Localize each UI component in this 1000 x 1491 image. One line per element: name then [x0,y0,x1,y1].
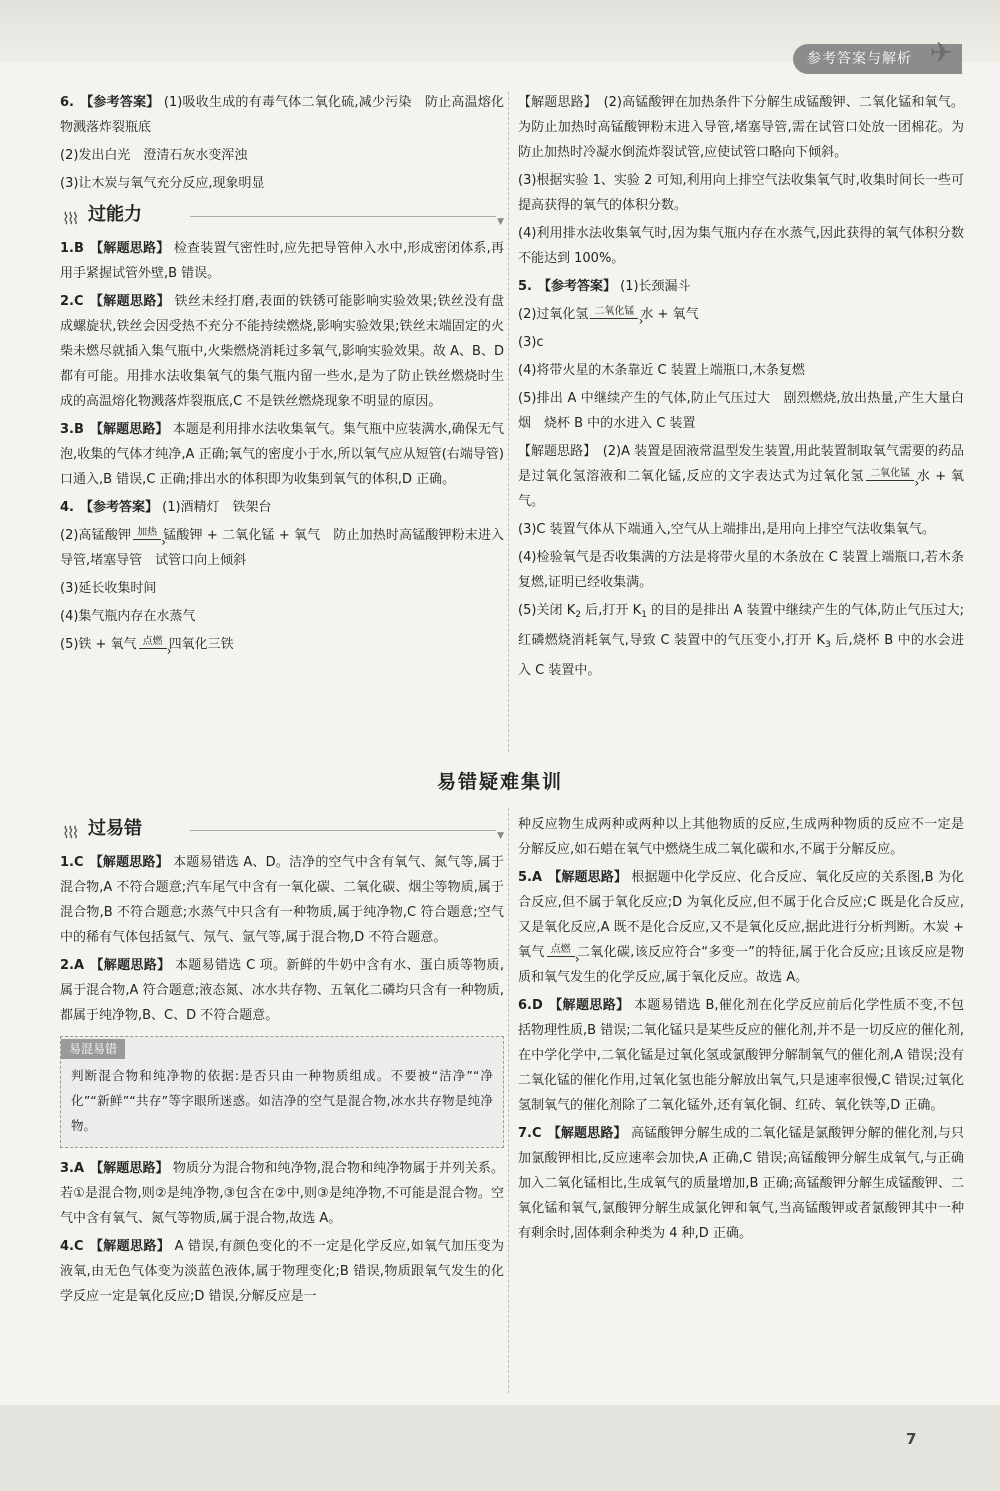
error-q4: 4.C 【解题思路】 A 错误,有颜色变化的不一定是化学反应,如氧气加压变为液氧,由无色气体变为淡蓝色液体,属于物理变化;B 错误,物质跟氧气发生的化学反应一定是氧化反应;D 错误,分解反应是一 [60,1239,504,1304]
q6-line-3: (3)让木炭与氧气充分反应,现象明显 [60,176,265,191]
section-title: 过易错 [88,818,142,839]
footer-band [0,1405,1000,1491]
q4-line-3: (3)延长收集时间 [60,581,157,596]
reaction-condition: 点燃 › [547,944,575,957]
right-bottom-column [518,812,964,1249]
note-box [60,1036,504,1148]
ability-q2: 2.C 【解题思路】 铁丝未经打磨,表面的铁锈可能影响实验效果;铁丝没有盘成螺旋状,铁丝会因受热不充分不能持续燃烧,影响实验效果;铁丝末端固定的火柴未燃尽就插入集气瓶中,火柴燃烧消耗过多氧气,影响实验效果。故 A、B、D 都有可能。用排水法收集氧气的集气瓶内留一些水,是为了防止铁丝燃烧时生成的高温熔化物溅落炸裂瓶底,C 不是铁丝燃烧现象不明显的原因。 [60,294,504,409]
ability-q3: 3.B 【解题思路】 本题是利用排水法收集氧气。集气瓶中应装满水,确保无气泡,收集的气体才纯净,A 正确;氧气的密度小于水,所以氧气应从短管(右端导管)口通入,B 错误,C 正确;排出水的体积即为收集到氧气的体积,D 正确。 [60,422,504,487]
q5-line-4: (4)将带火星的木条靠近 C 装置上端瓶口,木条复燃 [518,363,805,378]
right-top-column [518,90,964,686]
q5-analysis-3: (4)检验氧气是否收集满的方法是将带火星的木条放在 C 装置上端瓶口,若木条复燃,证明已经收集满。 [518,550,964,590]
section-heading-errors [60,814,504,844]
q5-analysis-4: (5)关闭 $K_2$ 后,打开 $K_1$ 的目的是排出 A 装置中继续产生的气体,防止气压过大;红磷燃烧消耗氧气,导致 C 装置中的气压变小,打开 $K_3$ 后,烧杯 B 中的水会进入 C 装置中。 [518,603,965,678]
wave-icon: ⌇⌇⌇ [62,209,77,228]
error-q7: 7.C 【解题思路】 高锰酸钾分解生成的二氧化锰是氯酸钾分解的催化剂,与只加氯酸钾相比,反应速率会加快,A 正确,C 错误;高锰酸钾分解生成氧气,与正确加入二氧化锰相比,生成氧气的质量增加,B 正确;高锰酸钾分解生成锰酸钾、二氧化锰和氧气,氯酸钾分解生成氯化钾和氧气,当高锰酸钾或者氯酸钾其中一种有剩余时,固体剩余种类为 4 种,D 正确。 [518,1126,964,1241]
q5-line-2: (2)过氧化氢 二氧化锰 › 水 + 氧气 [518,302,964,327]
q5-answer: 5. 【参考答案】 (1)长颈漏斗 [518,279,691,294]
reaction-condition: 二氧化锰 › [590,306,638,319]
section-heading-ability [60,200,504,230]
triangle-icon: ▼ [497,831,504,841]
error-q2: 2.A 【解题思路】 本题易错选 C 项。新鲜的牛奶中含有水、蛋白质等物质,属于混合物,A 符合题意;液态氮、冰水共存物、五氧化二磷均只含有一种物质,都属于纯净物,B、C、D 不符合题意。 [60,958,504,1023]
error-q4-continued: 种反应物生成两种或两种以上其他物质的反应,生成两种物质的反应不一定是分解反应,如石蜡在氧气中燃烧生成二氧化碳和水,不属于分解反应。 [518,817,964,857]
section-title: 过能力 [88,204,142,225]
error-q3: 3.A 【解题思路】 物质分为混合物和纯净物,混合物和纯净物属于并列关系。若①是混合物,则②是纯净物,③包含在②中,则③是纯净物,不可能是混合物。空气中含有氧气、氮气等物质,属于混合物,故选 A。 [60,1161,504,1226]
column-divider-bottom [508,808,509,1393]
reaction-condition: 加热 › [133,527,161,540]
column-divider-top [508,92,509,752]
section-rule [190,216,496,217]
rocket-icon: ✈ [929,36,954,69]
error-q5: 5.A 【解题思路】 根据题中化学反应、化合反应、氧化反应的关系图,B 为化合反应,但不属于氧化反应;D 为氧化反应,但不属于化合反应;C 既是化合反应,又是氧化反应,A 既不是化合反应,又不是氧化反应,据此进行分析判断。木炭 + 氧气 点燃 › 二氧化碳,该反应符合“多变一”的特征,属于化合反应;且该反应是物质和氧气发生的化学反应,属于氧化反应。故选 A。 [518,865,964,990]
ability-q1: 1.B 【解题思路】 检查装置气密性时,应先把导管伸入水中,形成密闭体系,再用手紧握试管外壁,B 错误。 [60,241,504,281]
q5-line-3: (3)c [518,335,544,350]
page-number: 7 [906,1430,917,1448]
q4-line-4: (4)集气瓶内存在水蒸气 [60,609,196,624]
header-tag [793,36,962,74]
q4-line-2: (2)高锰酸钾 加热 › 锰酸钾 + 二氧化锰 + 氧气 防止加热时高锰酸钾粉末进入导管,堵塞导管 试管口向上倾斜 [60,523,504,573]
q6-line-2: (2)发出白光 澄清石灰水变浑浊 [60,148,248,163]
reaction-condition: 二氧化锰 › [866,468,914,481]
q4-analysis-1: 【解题思路】 (2)高锰酸钾在加热条件下分解生成锰酸钾、二氧化锰和氧气。为防止加热时高锰酸钾粉末进入导管,堵塞导管,需在试管口处放一团棉花。为防止加热时冷凝水倒流炸裂试管,应使试管口略向下倾斜。 [518,95,964,160]
note-text: 判断混合物和纯净物的依据:是否只由一种物质组成。不要被“洁净”“净化”“新鲜”“共存”等字眼所迷惑。如洁净的空气是混合物,冰水共存物是纯净物。 [71,1068,493,1133]
q4-analysis-3: (4)利用排水法收集氧气时,因为集气瓶内存在水蒸气,因此获得的氧气体积分数不能达到 100%。 [518,226,964,266]
section-rule [190,830,496,831]
error-q1: 1.C 【解题思路】 本题易错选 A、D。洁净的空气中含有氧气、氮气等,属于混合物,A 不符合题意;汽车尾气中含有一氧化碳、二氧化碳、烟尘等物质,属于混合物,B 不符合题意;水蒸气中只含有一种物质,属于纯净物,C 符合题意;空气中的稀有气体包括氦气、氖气、氩气等,属于混合物,D 不符合题意。 [60,855,504,945]
left-top-column [60,90,504,660]
triangle-icon: ▼ [497,217,504,227]
q4-line-5: (5)铁 + 氧气 点燃 › 四氧化三铁 [60,632,504,657]
q4-analysis-2: (3)根据实验 1、实验 2 可知,利用向上排空气法收集氧气时,收集时间长一些可提高获得的氧气的体积分数。 [518,173,964,213]
q5-line-5: (5)排出 A 中继续产生的气体,防止气压过大 剧烈燃烧,放出热量,产生大量白烟 烧杯 B 中的水进入 C 装置 [518,391,964,431]
error-q6: 6.D 【解题思路】 本题易错选 B,催化剂在化学反应前后化学性质不变,不包括物理性质,B 错误;二氧化锰只是某些反应的催化剂,并不是一切反应的催化剂,在中学化学中,二氧化锰是过氧化氢或氯酸钾分解制氧气的催化剂,A 错误;没有二氧化锰的催化作用,过氧化氢也能分解放出氧气,只是速率很慢,C 错误;过氧化氢制氧气的催化剂除了二氧化锰外,还有氧化铜、红砖、氧化铁等,D 正确。 [518,998,964,1113]
q5-analysis-2: (3)C 装置气体从下端通入,空气从上端排出,是用向上排空气法收集氧气。 [518,522,935,537]
q6-answer: 6. 【参考答案】 (1)吸收生成的有毒气体二氧化硫,减少污染 防止高温熔化物溅落炸裂瓶底 [60,95,504,135]
section-banner: 易错疑难集训 [436,771,563,793]
header-tag-label: 参考答案与解析 [807,51,912,67]
left-bottom-column [60,810,504,1312]
reaction-condition: 点燃 › [139,636,167,649]
q5-analysis-1: 【解题思路】 (2)A 装置是固液常温型发生装置,用此装置制取氧气需要的药品是过氧化氢溶液和二氧化锰,反应的文字表达式为过氧化氢 二氧化锰 › 水 + 氧气。 [518,439,964,514]
wave-icon: ⌇⌇⌇ [62,823,77,842]
ability-q4: 4. 【参考答案】 (1)酒精灯 铁架台 [60,500,272,515]
note-tag: 易混易错 [61,1039,125,1059]
